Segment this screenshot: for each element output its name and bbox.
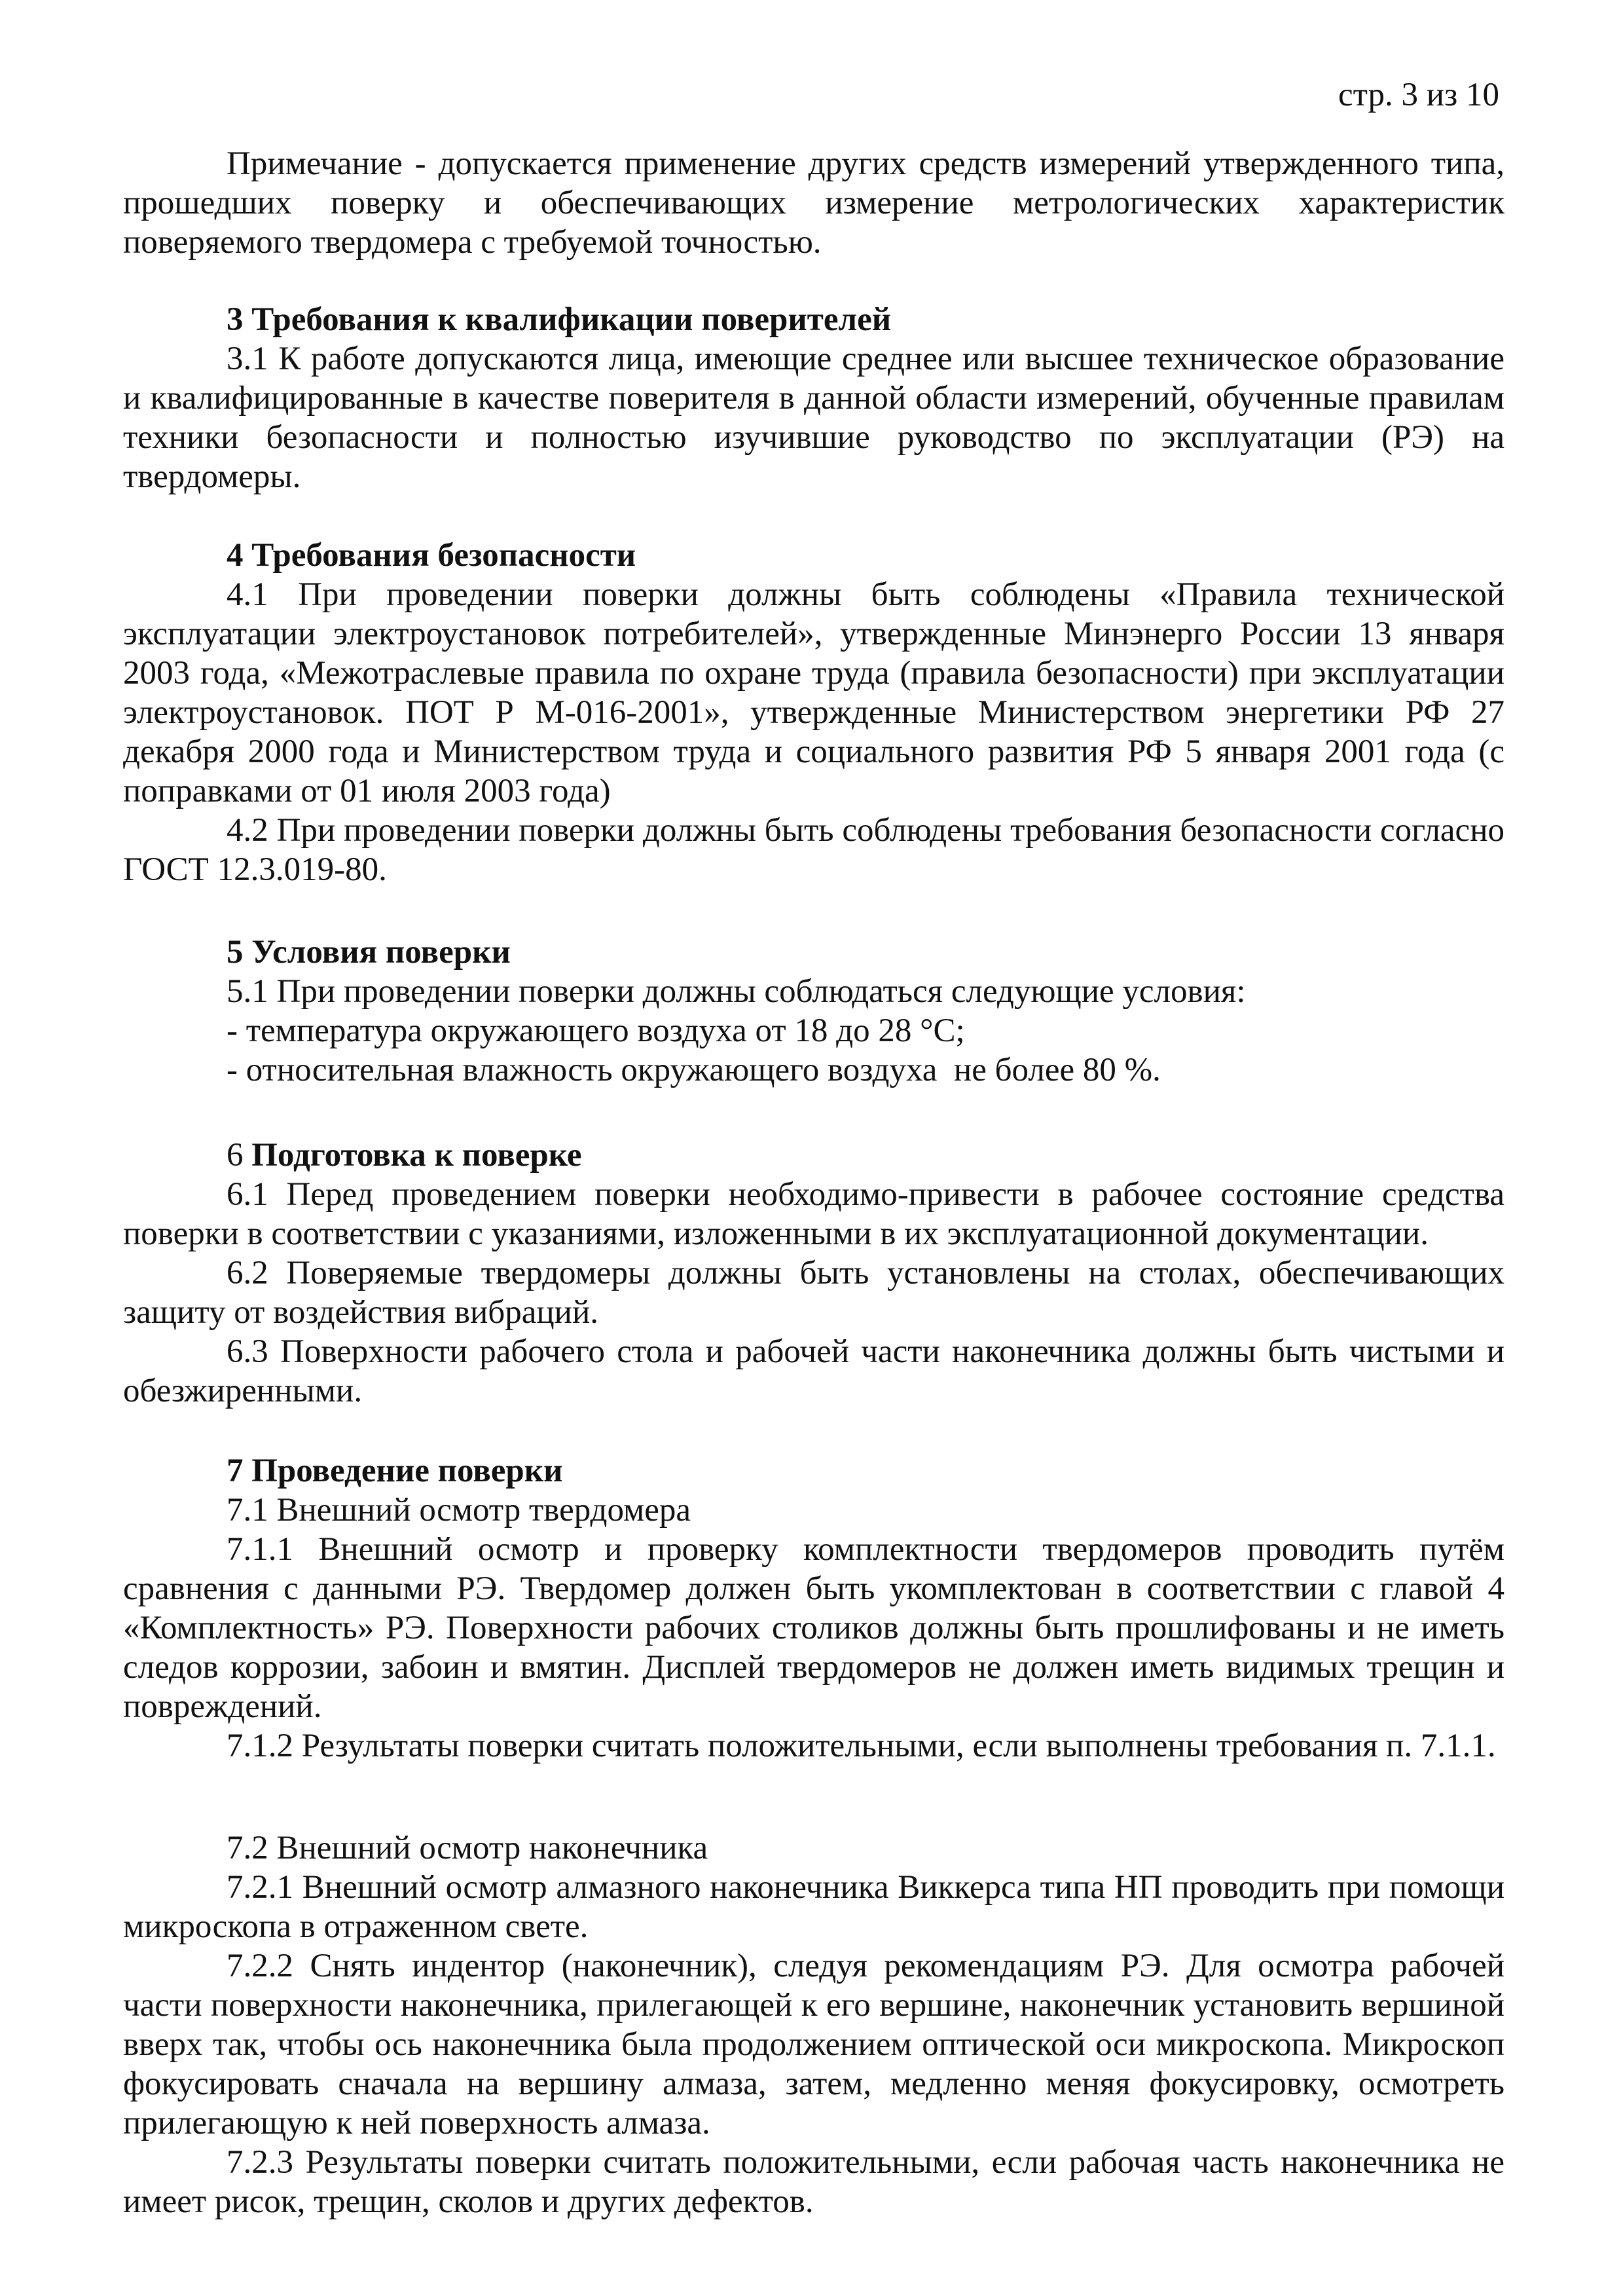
page-number: стр. 3 из 10 xyxy=(1338,77,1499,113)
section-7-heading: 7 Проведение поверки xyxy=(227,1453,563,1489)
paragraph-6-2: 6.2 Поверяемые твердомеры должны быть установлены на столах, обеспечивающих защиту от воздействия вибраций. xyxy=(123,1255,1504,1331)
paragraph-7-2-3: 7.2.3 Результаты поверки считать положительными, если рабочая часть наконечника не имеет рисок, трещин, сколов и других дефектов. xyxy=(123,2144,1504,2220)
paragraph-5-1: 5.1 При проведении поверки должны соблюдаться следующие условия: xyxy=(227,973,1246,1010)
paragraph-3-1: 3.1 К работе допускаются лица, имеющие среднее или высшее техническое образование и квалифицированные в качестве поверителя в данной области измерений, обученные правилам техники безопасности и полностью изучившие руководство по эксплуатации (РЭ) на твердомеры. xyxy=(123,341,1504,495)
subsection-7-2-title: 7.2 Внешний осмотр наконечника xyxy=(227,1830,708,1866)
document-body xyxy=(123,144,1504,2221)
paragraph-6-3: 6.3 Поверхности рабочего стола и рабочей части наконечника должны быть чистыми и обезжиренными. xyxy=(123,1333,1504,1409)
paragraph-4-2: 4.2 При проведении поверки должны быть соблюдены требования безопасности согласно ГОСТ 12.3.019-80. xyxy=(123,812,1504,888)
paragraph-7-1-1: 7.1.1 Внешний осмотр и проверку комплектности твердомеров проводить путём сравнения с данными РЭ. Твердомер должен быть укомплектован в соответствии с главой 4 «Комплектность» РЭ. Поверхности рабочих столиков должны быть прошлифованы и не иметь следов коррозии, забоин и вмятин. Дисплей твердомеров не должен иметь видимых трещин и повреждений. xyxy=(123,1531,1504,1725)
section-6-heading xyxy=(123,1136,1504,1175)
paragraph-7-2-2: 7.2.2 Снять индентор (наконечник), следуя рекомендациям РЭ. Для осмотра рабочей части поверхности наконечника, прилегающей к его вершине, наконечник установить вершиной вверх так, чтобы ось наконечника была продолжением оптической оси микроскопа. Микроскоп фокусировать сначала на вершину алмаза, затем, медленно меняя фокусировку, осмотреть прилегающую к ней поверхность алмаза. xyxy=(123,1948,1504,2141)
paragraph-6-1: 6.1 Перед проведением поверки необходимо-привести в рабочее состояние средства поверки в соответствии с указаниями, изложенными в их эксплуатационной документации. xyxy=(123,1176,1504,1252)
paragraph-7-2-1: 7.2.1 Внешний осмотр алмазного наконечника Виккерса типа НП проводить при помощи микроскопа в отраженном свете. xyxy=(123,1869,1504,1945)
section-3-heading: 3 Требования к квалификации поверителей xyxy=(227,301,892,338)
section-6-title: Подготовка к поверке xyxy=(251,1137,582,1174)
note-paragraph: Примечание - допускается применение других средств измерений утвержденного типа, прошедших поверку и обеспечивающих измерение метрологических характеристик поверяемого твердомера с требуемой точностью. xyxy=(123,145,1504,261)
paragraph-7-1-2: 7.1.2 Результаты поверки считать положительными, если выполнены требования п. 7.1.1. xyxy=(227,1728,1496,1764)
section-5-heading: 5 Условия поверки xyxy=(227,934,511,971)
condition-temperature: - температура окружающего воздуха от 18 до 28 °С; xyxy=(227,1012,965,1049)
subsection-7-1-title: 7.1 Внешний осмотр твердомера xyxy=(227,1492,691,1528)
section-6-number: 6 xyxy=(227,1137,252,1174)
paragraph-4-1: 4.1 При проведении поверки должны быть соблюдены «Правила технической эксплуатации электроустановок потребителей», утвержденные Минэнерго России 13 января 2003 года, «Межотраслевые правила по охране труда (правила безопасности) при эксплуатации электроустановок. ПОТ Р М-016-2001», утвержденные Министерством энергетики РФ 27 декабря 2000 года и Министерством труда и социального развития РФ 5 января 2001 года (с поправками от 01 июля 2003 года) xyxy=(123,576,1504,809)
condition-humidity: - относительная влажность окружающего воздуха не более 80 %. xyxy=(227,1052,1161,1088)
section-4-heading: 4 Требования безопасности xyxy=(227,537,636,574)
